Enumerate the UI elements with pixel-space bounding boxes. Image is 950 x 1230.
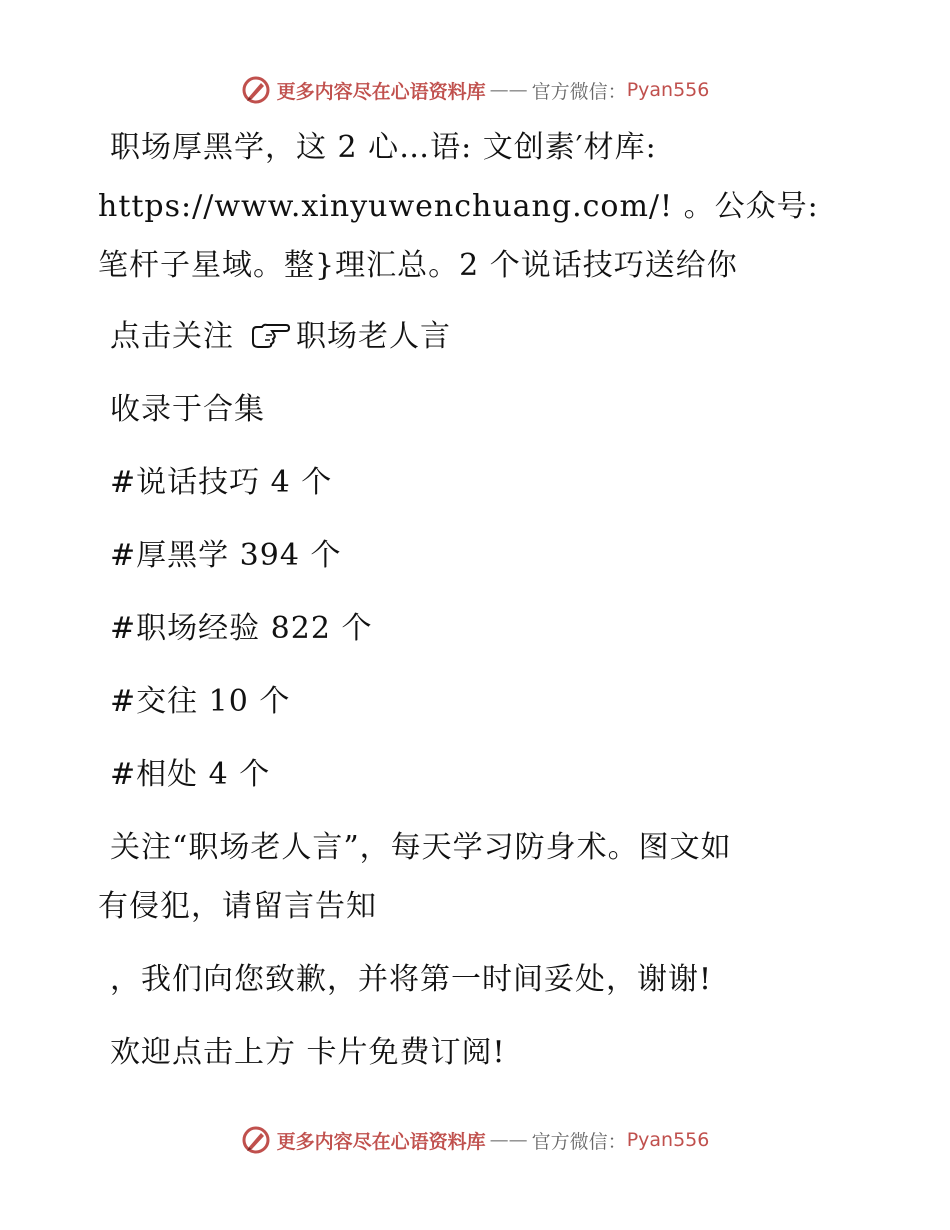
intro-line-2: https://www.xinyuwenchuang.com/! 。公众号: [98,189,819,224]
document-body [98,118,878,1082]
notice-line-1: 关注“职场老人言”，每天学习防身术。图文如 [110,830,732,865]
banner-content [241,1125,710,1155]
subscribe-line: 欢迎点击上方 卡片免费订阅! [110,1035,506,1070]
pointing-hand-icon [250,322,290,350]
banner-title: 更多内容尽在心语资料库 [276,1130,486,1153]
tag-item: #相处 4 个 [110,757,271,792]
banner-separator: —— [489,79,528,101]
banner-content [241,75,710,105]
apology-line: ，我们向您致歉，并将第一时间妥处，谢谢! [110,962,713,997]
collection-label: 收录于合集 [110,392,265,427]
banner-wechat-id: Pyan556 [626,1129,710,1151]
tag-item: #交往 10 个 [110,684,291,719]
follow-line [98,307,878,366]
tag-item: #职场经验 822 个 [110,611,373,646]
banner-title: 更多内容尽在心语资料库 [276,80,486,103]
banner-wechat-label: 官方微信： [531,1130,627,1153]
footer-banner [0,1120,950,1160]
intro-line-1: 职场厚黑学，这 2 心…语: 文创素′材库: [110,130,657,165]
pen-logo-icon [241,75,271,105]
banner-separator: —— [489,1129,528,1151]
tag-item: #说话技巧 4 个 [110,465,333,500]
header-banner [0,70,950,110]
tag-item: #厚黑学 394 个 [110,538,342,573]
banner-wechat-id: Pyan556 [626,79,710,101]
pen-logo-icon [241,1125,271,1155]
follow-prefix: 点击关注 [110,319,234,354]
banner-wechat-label: 官方微信： [531,80,627,103]
intro-line-3: 笔杆子星域。整}理汇总。2 个说话技巧送给你 [98,248,738,283]
notice-line-2: 有侵犯，请留言告知 [98,889,377,924]
follow-account-name: 职场老人言 [296,319,451,354]
